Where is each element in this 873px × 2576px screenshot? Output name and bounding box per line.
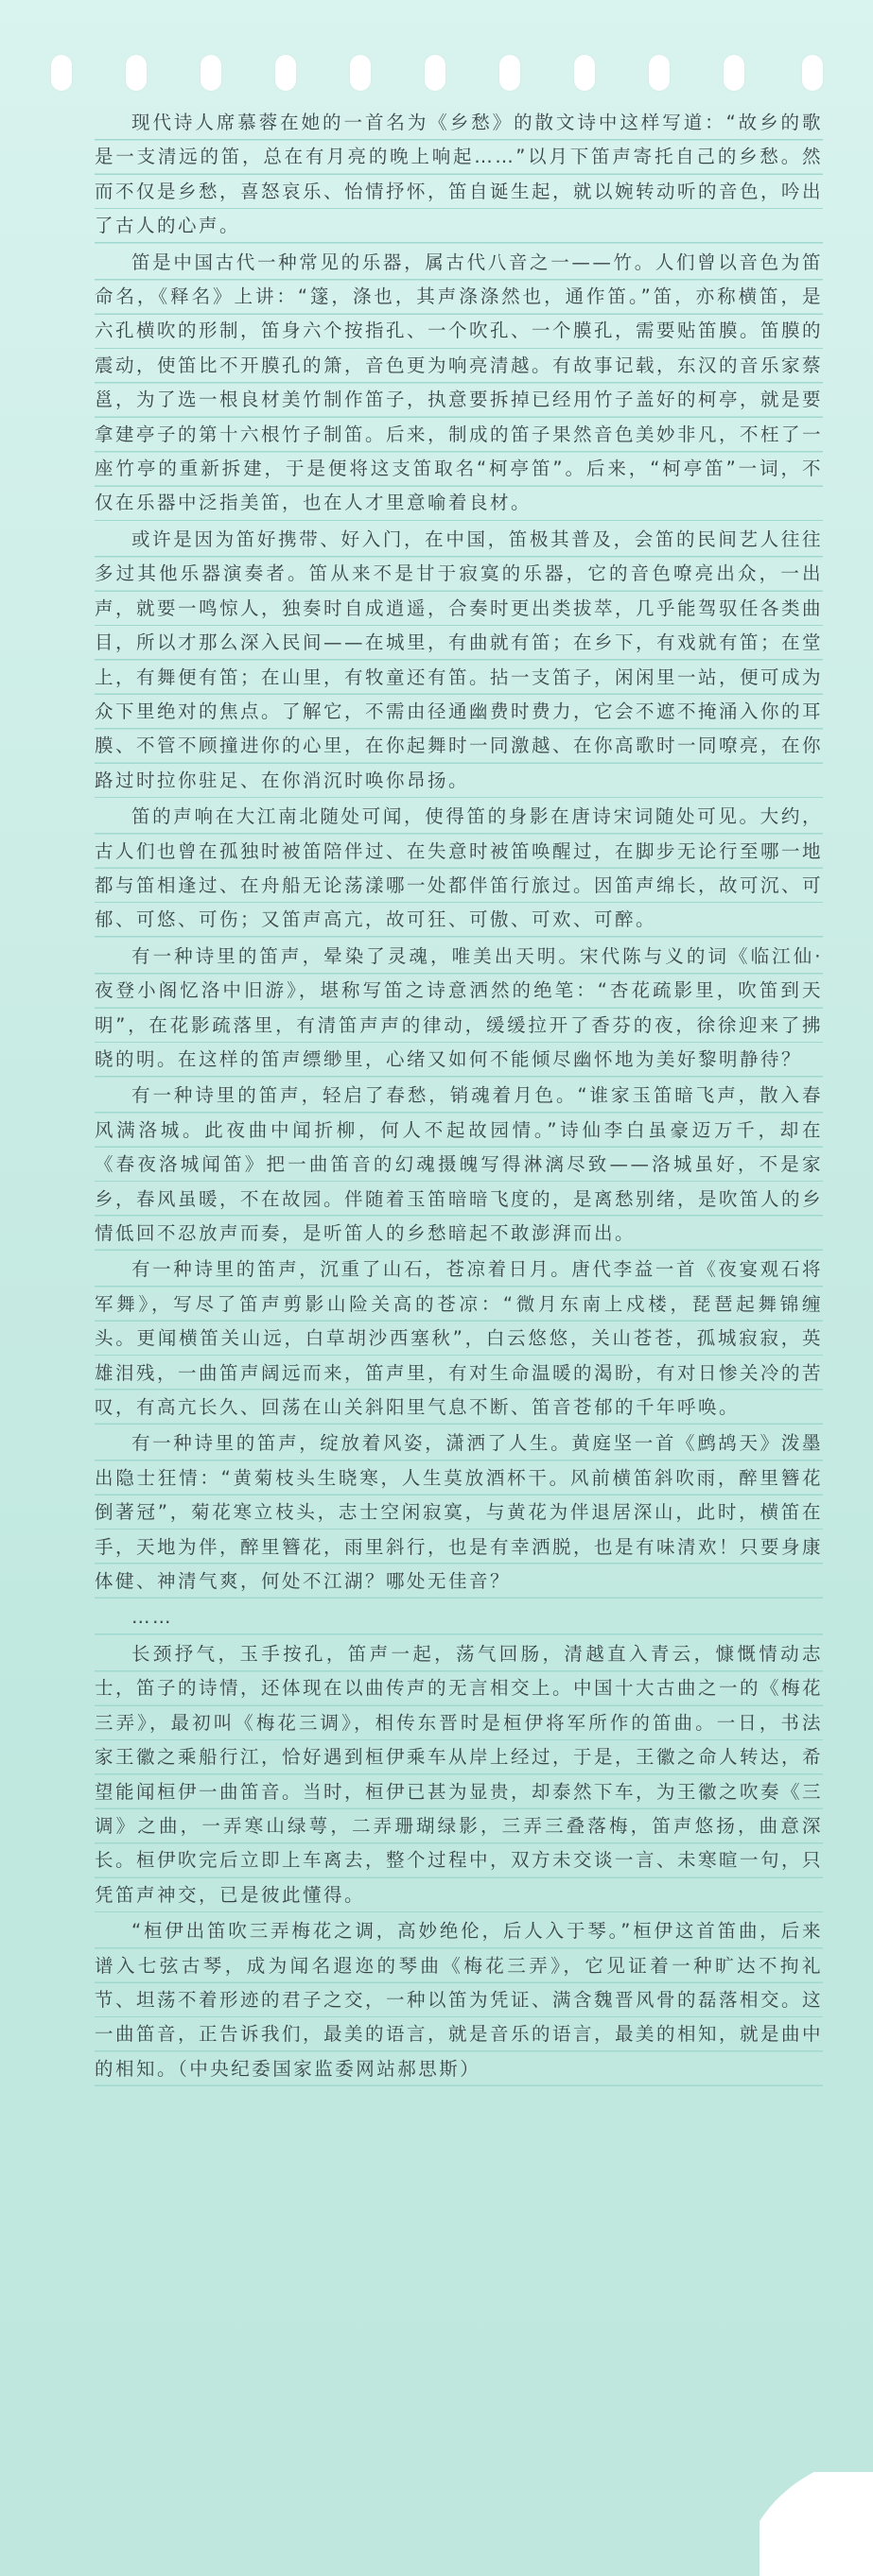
article-paragraph: 笛是中国古代一种常见的乐器，属古代八音之一——竹。人们曾以音色为笛命名，《释名》上讲：“篴，涤也，其声涤涤然也，通作笛。”笛，亦称横笛，是六孔横吹的形制，笛身六个按指孔、一个吹孔、一个膜孔，需要贴笛膜。笛膜的震动，使笛比不开膜孔的箫，音色更为响亮清越。有故事记载，东汉的音乐家蔡邕，为了选一根良材美竹制作笛子，执意要拆掉已经用竹子盖好的柯亭，就是要拿建亭子的第十六根竹子制笛。后来，制成的笛子果然音色美妙非凡，不枉了一座竹亭的重新拆建，于是便将这支笛取名“柯亭笛”。后来，“柯亭笛”一词，不仅在乐器中泛指美笛，也在人才里意喻着良材。 <box>95 246 823 523</box>
article-paragraph: 有一种诗里的笛声，轻启了春愁，销魂着月色。“谁家玉笛暗飞声，散入春风满洛城。此夜曲中闻折柳，何人不起故园情。”诗仙李白虽豪迈万千，却在《春夜洛城闻笛》把一曲笛音的幻魂摄魄写得淋漓尽致——洛城虽好，不是家乡，春风虽暖，不在故园。伴随着玉笛暗暗飞度的，是离愁别绪，是吹笛人的乡情低回不忍放声而奏，是听笛人的乡愁暗起不敢澎湃而出。 <box>95 1079 823 1253</box>
article-paragraph: “桓伊出笛吹三弄梅花之调，高妙绝伦，后人入于琴。”桓伊这首笛曲，后来谱入七弦古琴，成为闻名遐迩的琴曲《梅花三弄》，它见证着一种旷达不拘礼节、坦荡不着形迹的君子之交，一种以笛为凭证、满含魏晋风骨的磊落相交。这一曲笛音，正告诉我们，最美的语言，就是音乐的语言，最美的相知，就是曲中的相知。（中央纪委国家监委网站郝思斯） <box>95 1914 823 2088</box>
binder-hole <box>802 55 823 91</box>
article-paragraph: 现代诗人席慕蓉在她的一首名为《乡愁》的散文诗中这样写道：“故乡的歌是一支清远的笛，总在有月亮的晚上响起……”以月下笛声寄托自己的乡愁。然而不仅是乡愁，喜怒哀乐、怡情抒怀，笛自诞生起，就以婉转动听的音色，吟出了古人的心声。 <box>95 106 823 246</box>
article-body <box>95 106 823 2088</box>
binder-hole <box>51 55 72 91</box>
binder-hole <box>201 55 221 91</box>
binder-hole <box>649 55 670 91</box>
article-paragraph: 有一种诗里的笛声，沉重了山石，苍凉着日月。唐代李益一首《夜宴观石将军舞》，写尽了笛声剪影山险关高的苍凉：“微月东南上戍楼，琵琶起舞锦缠头。更闻横笛关山远，白草胡沙西塞秋”，白云悠悠，关山苍苍，孤城寂寂，英雄泪残，一曲笛声阔远而来，笛声里，有对生命温暖的渴盼，有对日惨关冷的苦叹，有高亢长久、回荡在山关斜阳里气息不断、笛音苍郁的千年呼唤。 <box>95 1253 823 1426</box>
article-paragraph: 有一种诗里的笛声，晕染了灵魂，唯美出天明。宋代陈与义的词《临江仙·夜登小阁忆洛中旧游》，堪称写笛之诗意洒然的绝笔：“杏花疏影里，吹笛到天明”，在花影疏落里，有清笛声声的律动，缓缓拉开了香芬的夜，徐徐迎来了拂晓的明。在这样的笛声缥缈里，心绪又如何不能倾尽幽怀地为美好黎明静待？ <box>95 940 823 1080</box>
binder-hole <box>126 55 147 91</box>
article-paragraph: 或许是因为笛好携带、好入门，在中国，笛极其普及，会笛的民间艺人往往多过其他乐器演奏者。笛从来不是甘于寂寞的乐器，它的音色嘹亮出众，一出声，就要一鸣惊人，独奏时自成逍遥，合奏时更出类拔萃，几乎能驾驭任各类曲目，所以才那么深入民间——在城里，有曲就有笛；在乡下，有戏就有笛；在堂上，有舞便有笛；在山里，有牧童还有笛。拈一支笛子，闲闲里一站，便可成为众下里绝对的焦点。了解它，不需由径通幽费时费力，它会不遮不掩涌入你的耳膜、不管不顾撞进你的心里，在你起舞时一同激越、在你高歌时一同嘹亮，在你路过时拉你驻足、在你消沉时唤你昂扬。 <box>95 523 823 800</box>
article-paragraph: 笛的声响在大江南北随处可闻，使得笛的身影在唐诗宋词随处可见。大约，古人们也曾在孤独时被笛陪伴过、在失意时被笛唤醒过，在脚步无论行至哪一地都与笛相逢过、在舟船无论荡漾哪一处都伴笛行旅过。因笛声绵长，故可沉、可郁、可悠、可伤；又笛声高亢，故可狂、可傲、可欢、可醉。 <box>95 800 823 940</box>
binder-hole <box>499 55 520 91</box>
binder-hole <box>724 55 744 91</box>
article-paragraph: 长颈抒气，玉手按孔，笛声一起，荡气回肠，清越直入青云，慷慨情动志士，笛子的诗情，还体现在以曲传声的无言相交上。中国十大古曲之一的《梅花三弄》，最初叫《梅花三调》，相传东晋时是桓伊将军所作的笛曲。一日，书法家王徽之乘船行江，恰好遇到桓伊乘车从岸上经过，于是，王徽之命人转达，希望能闻桓伊一曲笛音。当时，桓伊已甚为显贵，却泰然下车，为王徽之吹奏《三调》之曲，一弄寒山绿萼，二弄珊瑚绿影，三弄三叠落梅，笛声悠扬，曲意深长。桓伊吹完后立即上车离去，整个过程中，双方未交谈一言、未寒暄一句，只凭笛声神交，已是彼此懂得。 <box>95 1637 823 1914</box>
binder-hole <box>425 55 445 91</box>
ellipsis-line: …… <box>95 1600 823 1636</box>
binder-hole <box>275 55 296 91</box>
article-paragraph: 有一种诗里的笛声，绽放着风姿，潇洒了人生。黄庭坚一首《鹧鸪天》泼墨出隐士狂情：“黄菊枝头生晓寒，人生莫放酒杯干。风前横笛斜吹雨，醉里簪花倒著冠”，菊花寒立枝头，志士空闲寂寞，与黄花为伴退居深山，此时，横笛在手，天地为伴，醉里簪花，雨里斜行，也是有幸洒脱，也是有味清欢！只要身康体健、神清气爽，何处不江湖？哪处无佳音？ <box>95 1426 823 1600</box>
page-curl-corner <box>760 2472 873 2576</box>
binder-hole <box>350 55 371 91</box>
binder-holes <box>0 55 873 93</box>
binder-hole <box>574 55 595 91</box>
